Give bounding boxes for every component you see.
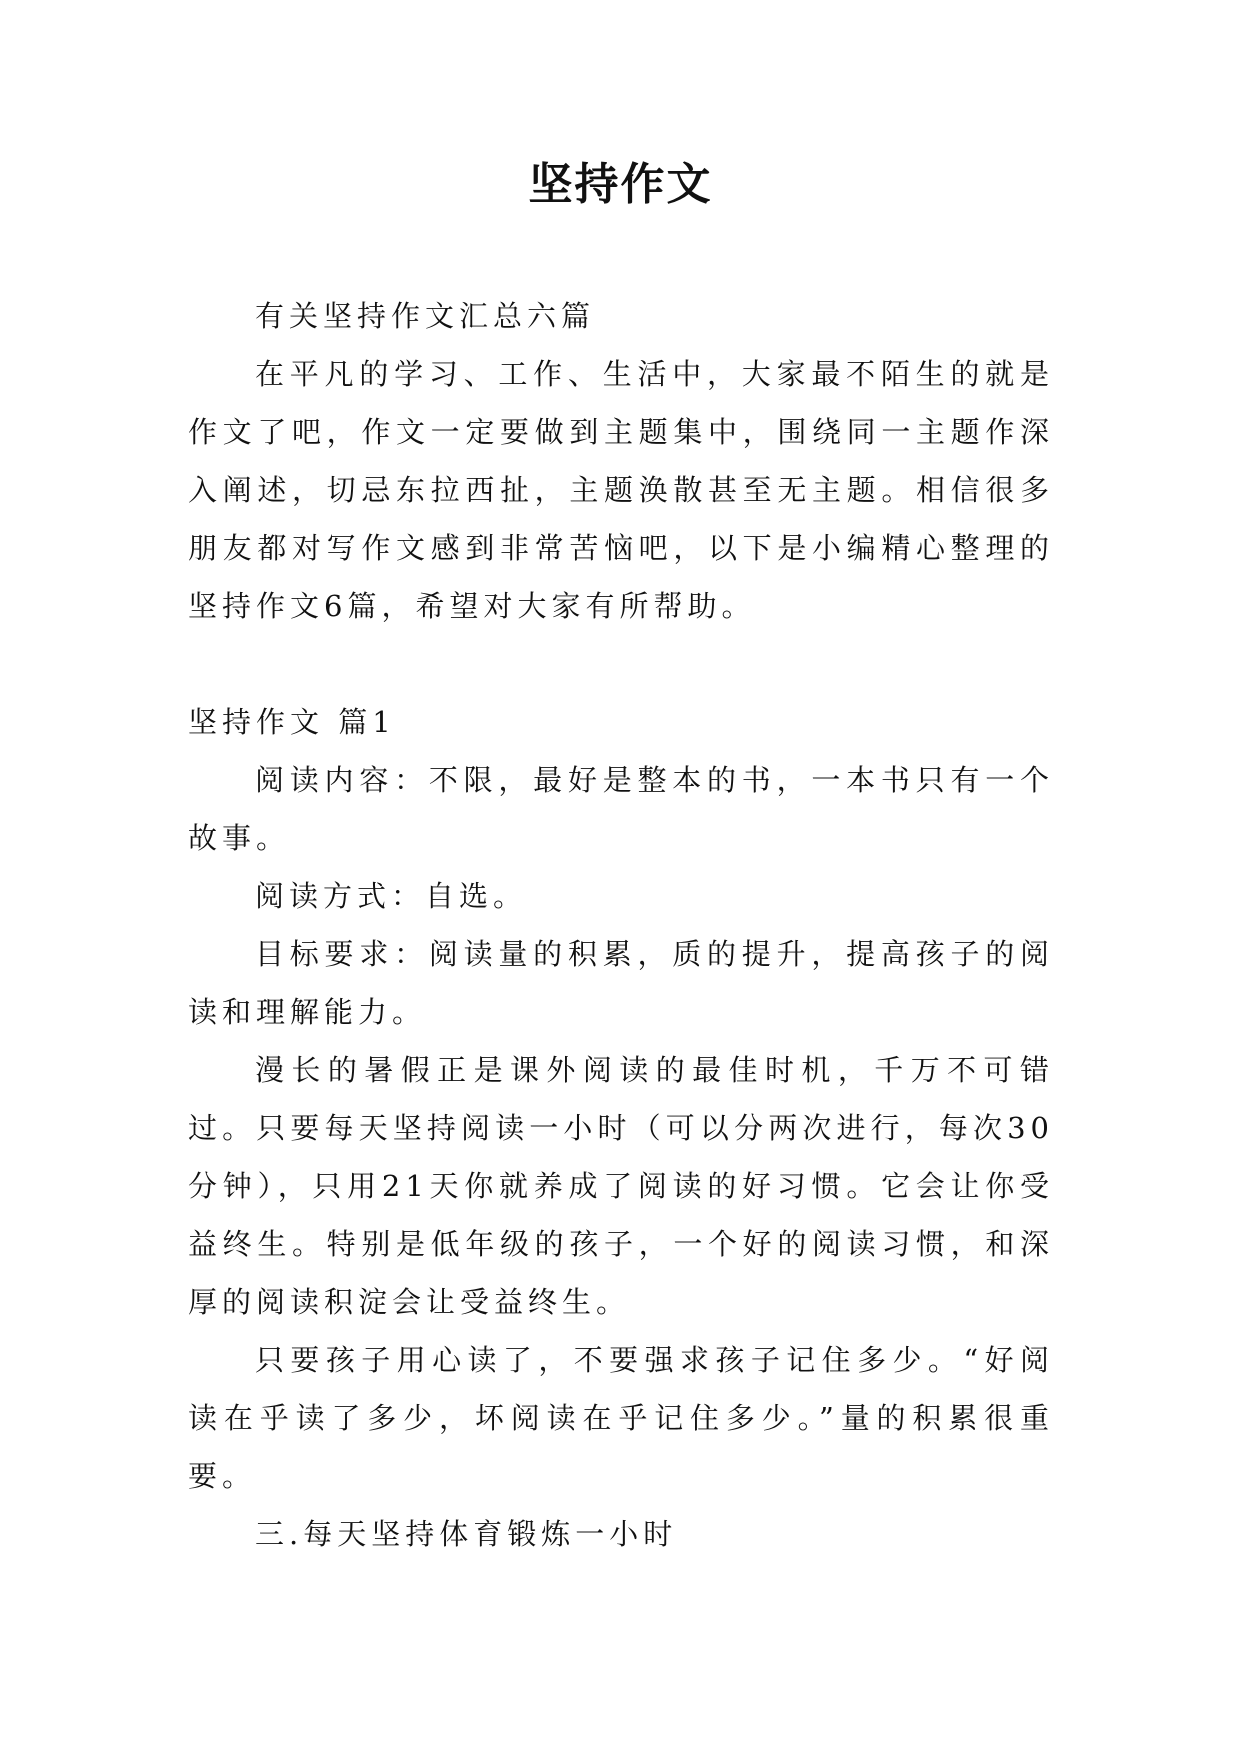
paragraph-exercise-heading: 三.每天坚持体育锻炼一小时 [255,1517,678,1551]
document-title: 坚持作文 [528,159,713,210]
document-body [188,287,1054,1563]
paragraph-reading-method: 阅读方式：自选。 [255,879,528,913]
paragraph-reading-quantity: 只要孩子用心读了，不要强求孩子记住多少。“好阅读在乎读了多少，坏阅读在乎记住多少。”量的积累很重要。 [188,1343,1054,1493]
document-subtitle: 有关坚持作文汇总六篇 [255,299,596,333]
section-spacer [188,635,1054,693]
section-heading: 坚持作文 篇1 [188,705,396,739]
intro-paragraph: 在平凡的学习、工作、生活中，大家最不陌生的就是作文了吧，作文一定要做到主题集中，围绕同一主题作深入阐述，切忌东拉西扯，主题涣散甚至无主题。相信很多朋友都对写作文感到非常苦恼吧，以下是小编精心整理的坚持作文6篇，希望对大家有所帮助。 [188,357,1054,623]
paragraph-target-requirement: 目标要求：阅读量的积累，质的提升，提高孩子的阅读和理解能力。 [188,937,1054,1029]
paragraph-summer-reading: 漫长的暑假正是课外阅读的最佳时机，千万不可错过。只要每天坚持阅读一小时（可以分两次进行，每次30分钟），只用21天你就养成了阅读的好习惯。它会让你受益终生。特别是低年级的孩子，一个好的阅读习惯，和深厚的阅读积淀会让受益终生。 [188,1053,1054,1319]
paragraph-reading-content: 阅读内容：不限，最好是整本的书，一本书只有一个故事。 [188,763,1054,855]
